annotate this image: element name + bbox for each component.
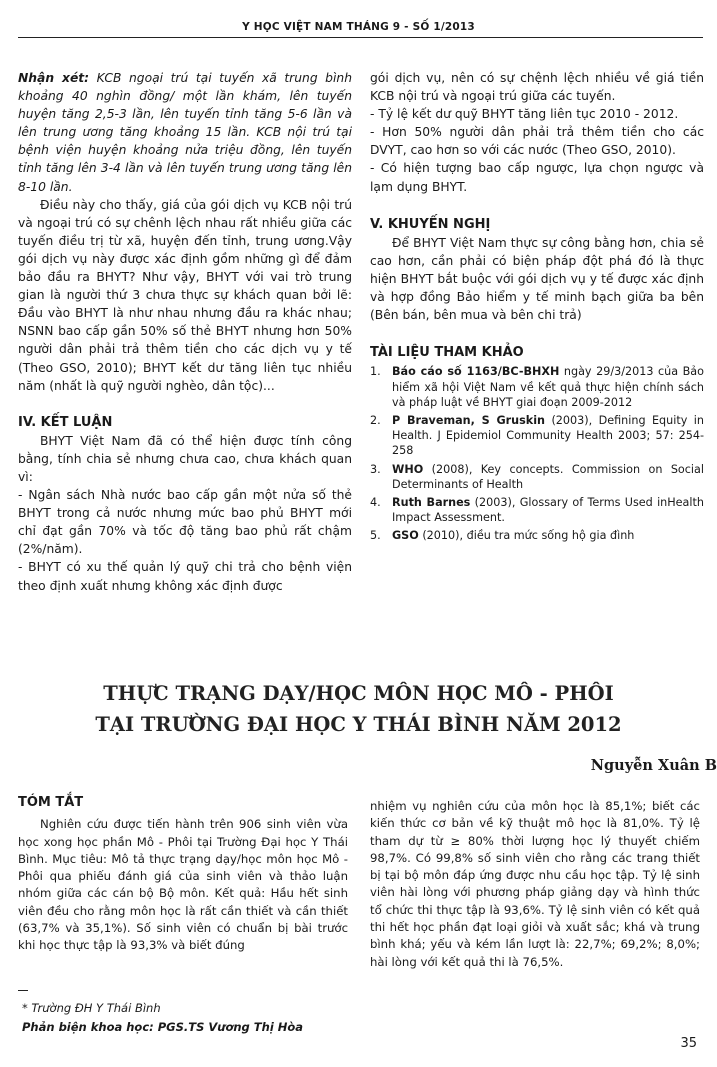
reference-item: 3. WHO (2008), Key concepts. Commission on Social Determinants of Health <box>370 462 704 491</box>
article-title-line-1: THỰC TRẠNG DẠY/HỌC MÔN HỌC MÔ - PHÔI <box>103 682 614 705</box>
remark-text: KCB ngoại trú tại tuyến xã trung bình khoảng 40 nghìn đồng/ một lần khám, lên tuyến huyện tăng 2,5-3 lần, lên tuyến tỉnh tăng 5-6 lần và lên trung ương tăng khoảng 15 lần. KCB nội trú tại bệnh viện huyện khoảng nửa triệu đồng, lên tuyến tỉnh tăng lên 3-4 lần và lên tuyến trung ương tăng lên 8-10 lần. <box>18 71 352 194</box>
page-number: 35 <box>680 1036 697 1051</box>
conclusion-bullet: - Tỷ lệ kết dư quỹ BHYT tăng liên tục 2010 - 2012. <box>370 107 679 122</box>
article-author: Nguyễn Xuân B <box>590 757 717 774</box>
reference-item: 1. Báo cáo số 1163/BC-BHXH ngày 29/3/2013 của Bảo hiểm xã hội Việt Nam về kết quả thực hiện chính sách và pháp luật về BHYT giai đoạn 2009-2012 <box>370 365 704 409</box>
header-rule <box>18 37 703 38</box>
analysis-paragraph: Điều này cho thấy, giá của gói dịch vụ KCB nội trú và ngoại trú có sự chênh lệch nhau rất nhiều giữa các tuyến điều trị từ xã, huyện đến tỉnh, trung ương.Vậy gói dịch vụ này được xác định gồm những gì để đảm bảo đầu ra BHYT? Như vậy, BHYT với vai trò trung gian là người thứ 3 chưa thực sự khách quan bởi lẽ: Đầu vào BHYT là như nhau nhưng đầu ra khác nhau; NSNN bao cấp gần 50% số thẻ BHYT nhưng hơn 50% người dân phải trả thêm tiền cho các dịch vụ y tế (Theo GSO, 2010); BHYT kết dư tăng liên tục nhiều năm (nhất là quỹ người nghèo, dân tộc)... <box>18 197 352 393</box>
footnote-marker: * <box>22 1001 32 1015</box>
reference-item: 2. P Braveman, S Gruskin (2003), Defining Equity in Health. J Epidemiol Community Health 2003; 57: 254-258 <box>370 413 704 458</box>
conclusion-bullet: - Hơn 50% người dân phải trả thêm tiền cho các DVYT, cao hơn so với các nước (Theo GSO, 2010). <box>370 125 704 158</box>
reference-item: 5. GSO (2010), điều tra mức sống hộ gia đình <box>370 529 635 543</box>
recommendation-paragraph: Để BHYT Việt Nam thực sự công bằng hơn, chia sẻ cao hơn, cần phải có biện pháp đột phá đó là thực hiện BHYT bắt buộc với gói dịch vụ y tế được xác định và hợp đồng Bảo hiểm y tế minh bạch giữa ba bên (Bên bán, bên mua và bên chi trả) <box>370 235 704 323</box>
references-heading: TÀI LIỆU THAM KHẢO <box>370 345 524 361</box>
reference-list <box>370 364 704 543</box>
remark-label: Nhận xét: <box>18 71 90 85</box>
summary-text-left: Nghiên cứu được tiến hành trên 906 sinh viên vừa học xong học phần Mô - Phôi tại Trường Đại học Y Thái Bình. Mục tiêu: Mô tả thực trạng dạy/học môn học Mô - Phôi qua phiếu đánh giá của sinh viên và thảo luận nhóm giữa các cán bộ Bộ môn. Kết quả: Hầu hết sinh viên đều cho rằng môn học là rất cần thiết và cần thiết (63,7% và 35,1%). Số sinh viên có chuẩn bị bài trước khi học thực tập là 93,3% và biết đúng <box>18 817 348 953</box>
section-recommendation-heading: V. KHUYẾN NGHỊ <box>370 216 491 232</box>
section-conclusion-heading: IV. KẾT LUẬN <box>18 414 113 430</box>
footnote-reviewer: Phản biện khoa học: PGS.TS Vương Thị Hòa <box>22 1020 304 1034</box>
conclusion-intro: BHYT Việt Nam đã có thể hiện được tính công bằng, tính chia sẻ nhưng chưa cao, chưa khách quan vì: <box>18 433 352 484</box>
reference-item: 4. Ruth Barnes (2003), Glossary of Terms Used inHealth Impact Assessment. <box>370 495 704 525</box>
conclusion-bullet: - Có hiện tượng bao cấp ngược, lựa chọn ngược và lạm dụng BHYT. <box>370 161 704 194</box>
right-column <box>370 69 704 547</box>
summary-right-column <box>370 798 700 971</box>
conclusion-continuation: gói dịch vụ, nên có sự chệnh lệch nhiều về giá tiền KCB nội trú và ngoại trú giữa các tuyến. <box>370 71 704 104</box>
footnote-affiliation: * Trường ĐH Y Thái Bình <box>22 1001 161 1015</box>
remark-paragraph <box>18 69 352 196</box>
conclusion-bullet: - Ngân sách Nhà nước bao cấp gần một nửa số thẻ BHYT trong cả nước nhưng mức bao phủ BHYT mới chỉ đạt gần 70% và tốc độ tăng bao phủ rất chậm (2%/năm). <box>18 488 352 557</box>
article-title-line-2: TẠI TRƯỜNG ĐẠI HỌC Y THÁI BÌNH NĂM 2012 <box>95 713 622 736</box>
conclusion-bullet: - BHYT có xu thế quản lý quỹ chi trả cho bệnh viện theo định xuất nhưng không xác định được <box>18 560 352 593</box>
summary-heading: TÓM TẮT <box>18 795 84 810</box>
footnote-rule <box>18 990 28 991</box>
running-header: Y HỌC VIỆT NAM THÁNG 9 - SỐ 1/2013 <box>242 21 475 33</box>
summary-text-right: nhiệm vụ nghiên cứu của môn học là 85,1%; biết các kiến thức cơ bản về kỹ thuật mô học là 81,0%. Tỷ lệ tham dự từ ≥ 80% thời lượng học lý thuyết chiếm 98,7%. Có 99,8% số sinh viên cho rằng các trang thiết bị tại bộ môn đáp ứng được nhu cầu học tập. Tỷ lệ sinh viên hài lòng với phương pháp giảng dạy và hình thức tổ chức thi thực tập là 93,6%. Tỷ lệ sinh viên có kết quả thi hết học phần đạt loại giỏi và xuất sắc; khá và trung bình khá; yếu và kém lần lượt là: 22,7%; 69,2%; 8,0%; hài lòng với kết quả thi là 76,5%. <box>370 799 700 969</box>
summary-left-column <box>18 794 348 955</box>
left-column <box>18 69 352 595</box>
